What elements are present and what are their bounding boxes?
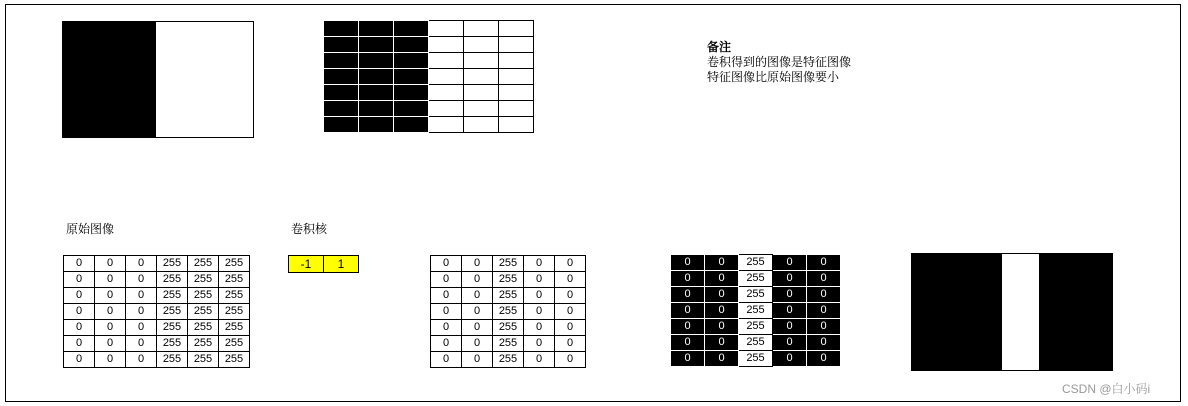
- feature_matrix-cell: 255: [739, 335, 773, 351]
- original_matrix-cell: 255: [188, 336, 219, 352]
- pixel-cell: [359, 69, 394, 85]
- feature_matrix-row: [431, 336, 586, 352]
- feature_matrix-cell: 0: [671, 271, 705, 287]
- feature_matrix-cell: 0: [431, 352, 462, 368]
- original_matrix-cell: 0: [95, 272, 126, 288]
- pixel-cell: [464, 117, 499, 133]
- feature_matrix-cell: 0: [524, 352, 555, 368]
- feature_matrix-cell: 0: [773, 271, 807, 287]
- pixel-cell: [324, 37, 359, 53]
- pixel-cell: [359, 101, 394, 117]
- feature_matrix-cell: 0: [462, 336, 493, 352]
- kernel-matrix: [288, 255, 359, 273]
- feature_matrix-cell: 0: [671, 287, 705, 303]
- pixel-row: [324, 117, 534, 133]
- original_matrix-row: [64, 256, 250, 272]
- feature_matrix-cell: 255: [493, 288, 524, 304]
- feature_matrix-cell: 0: [807, 319, 841, 335]
- original_matrix-cell: 0: [126, 256, 157, 272]
- feature_matrix-cell: 255: [739, 271, 773, 287]
- feature_matrix-cell: 0: [807, 351, 841, 367]
- feature_matrix-cell: 255: [493, 256, 524, 272]
- pixel-cell: [429, 53, 464, 69]
- feature_matrix-row: [431, 256, 586, 272]
- pixel-cell: [394, 21, 429, 37]
- pixel-cell: [429, 21, 464, 37]
- feature_matrix-cell: 0: [671, 335, 705, 351]
- pixel-cell: [394, 69, 429, 85]
- pixel-cell: [464, 101, 499, 117]
- feature_matrix-cell: 0: [773, 335, 807, 351]
- feature_matrix-cell: 0: [705, 271, 739, 287]
- feature_matrix-cell: 255: [493, 272, 524, 288]
- original_matrix-cell: 255: [219, 320, 250, 336]
- note-block: [707, 40, 851, 85]
- feature_matrix-cell: 0: [431, 288, 462, 304]
- feature_matrix-cell: 255: [493, 336, 524, 352]
- feature_matrix-cell: 0: [807, 303, 841, 319]
- feature_matrix-cell: 0: [462, 320, 493, 336]
- feature_matrix-cell: 0: [671, 319, 705, 335]
- feature_matrix-row: [671, 351, 841, 367]
- pixel-cell: [429, 101, 464, 117]
- original_matrix-cell: 0: [64, 336, 95, 352]
- feature_matrix-cell: 0: [555, 336, 586, 352]
- feature_matrix-cell: 0: [462, 352, 493, 368]
- feature_matrix-cell: 0: [705, 255, 739, 271]
- pixel-cell: [394, 101, 429, 117]
- original_matrix-row: [64, 288, 250, 304]
- feature_matrix-cell: 0: [524, 304, 555, 320]
- original_matrix-cell: 255: [188, 352, 219, 368]
- original_matrix-cell: 255: [157, 320, 188, 336]
- original_matrix-cell: 255: [157, 304, 188, 320]
- pixel-row: [324, 101, 534, 117]
- original_matrix-cell: 0: [95, 304, 126, 320]
- original_matrix-cell: 0: [64, 304, 95, 320]
- feature_matrix-cell: 0: [462, 304, 493, 320]
- feature_matrix-cell: 0: [705, 303, 739, 319]
- original_matrix-row: [64, 352, 250, 368]
- pixel-cell: [359, 37, 394, 53]
- feature_matrix-cell: 0: [671, 351, 705, 367]
- feature_matrix-cell: 255: [739, 303, 773, 319]
- feature-matrix-container: [430, 255, 586, 368]
- pixel-cell: [464, 85, 499, 101]
- feature_matrix-cell: 0: [555, 272, 586, 288]
- original_matrix-cell: 0: [64, 352, 95, 368]
- feature-image-white-stripe: [1002, 254, 1039, 370]
- feature_matrix-cell: 0: [807, 271, 841, 287]
- original_matrix-cell: 0: [64, 288, 95, 304]
- original-image-label: 原始图像: [66, 222, 115, 236]
- feature_matrix-row: [671, 255, 841, 271]
- original_matrix-cell: 0: [126, 288, 157, 304]
- note-line-1: 卷积得到的图像是特征图像: [707, 55, 852, 69]
- original_matrix-row: [64, 272, 250, 288]
- original-matrix-container: [63, 255, 250, 368]
- original_matrix-cell: 255: [188, 304, 219, 320]
- feature_matrix-row: [671, 287, 841, 303]
- original_matrix-cell: 255: [188, 272, 219, 288]
- pixel-cell: [359, 117, 394, 133]
- original-image-black-half: [63, 22, 156, 137]
- pixel-cell: [429, 85, 464, 101]
- feature_matrix-cell: 0: [524, 272, 555, 288]
- feature_matrix-cell: 0: [431, 336, 462, 352]
- pixel-cell: [429, 69, 464, 85]
- original_matrix-cell: 0: [64, 320, 95, 336]
- original_matrix-cell: 0: [126, 320, 157, 336]
- feature_matrix-cell: 255: [493, 320, 524, 336]
- feature_matrix-cell: 0: [524, 336, 555, 352]
- feature_matrix-cell: 0: [524, 256, 555, 272]
- original_matrix-cell: 255: [219, 256, 250, 272]
- feature_matrix-cell: 0: [431, 272, 462, 288]
- feature_matrix-cell: 0: [555, 352, 586, 368]
- pixel-row: [324, 53, 534, 69]
- pixel-cell: [499, 69, 534, 85]
- pixel-row: [324, 85, 534, 101]
- kernel-container: [288, 255, 359, 273]
- original_matrix-cell: 0: [95, 256, 126, 272]
- feature_matrix-cell: 0: [671, 255, 705, 271]
- pixel-cell: [359, 53, 394, 69]
- feature_matrix-cell: 0: [773, 255, 807, 271]
- pixel-cell: [324, 69, 359, 85]
- original_matrix-cell: 255: [157, 256, 188, 272]
- kernel-cell: 1: [324, 256, 359, 273]
- original_matrix-row: [64, 304, 250, 320]
- watermark: CSDN @白小码i: [1062, 382, 1151, 396]
- feature_matrix-cell: 0: [431, 256, 462, 272]
- feature_matrix-cell: 0: [705, 351, 739, 367]
- pixel-cell: [429, 37, 464, 53]
- pixel-cell: [394, 117, 429, 133]
- pixel-cell: [394, 85, 429, 101]
- pixel-row: [324, 37, 534, 53]
- note-title: 备注: [707, 40, 732, 54]
- feature_matrix-cell: 0: [555, 304, 586, 320]
- kernel-row: [289, 256, 359, 273]
- original_matrix-cell: 255: [219, 288, 250, 304]
- pixel-cell: [429, 117, 464, 133]
- feature_matrix-cell: 0: [705, 319, 739, 335]
- feature_matrix-cell: 0: [807, 335, 841, 351]
- feature_matrix-cell: 0: [524, 320, 555, 336]
- original_matrix-cell: 255: [157, 288, 188, 304]
- pixel-cell: [499, 53, 534, 69]
- original_matrix-cell: 255: [157, 336, 188, 352]
- feature_matrix-cell: 0: [773, 303, 807, 319]
- feature_matrix-row: [671, 271, 841, 287]
- feature_matrix-cell: 0: [807, 287, 841, 303]
- feature_matrix-cell: 255: [739, 255, 773, 271]
- original_matrix-cell: 255: [219, 304, 250, 320]
- feature_matrix-cell: 0: [705, 335, 739, 351]
- original-image-render: [62, 21, 254, 138]
- original_matrix-cell: 255: [157, 352, 188, 368]
- original-pixel-grid: [323, 20, 534, 133]
- original_matrix-cell: 0: [126, 272, 157, 288]
- original_matrix-row: [64, 336, 250, 352]
- feature_matrix-cell: 255: [739, 319, 773, 335]
- original-matrix: [63, 255, 250, 368]
- pixel-cell: [499, 85, 534, 101]
- original-pixel-grid-container: [323, 20, 534, 133]
- original_matrix-cell: 255: [219, 352, 250, 368]
- feature_matrix-cell: 255: [493, 352, 524, 368]
- feature_matrix-row: [431, 272, 586, 288]
- feature_matrix-cell: 255: [739, 351, 773, 367]
- original_matrix-cell: 255: [188, 320, 219, 336]
- feature-bw-matrix: [670, 254, 841, 367]
- feature_matrix-cell: 0: [555, 288, 586, 304]
- original_matrix-cell: 255: [188, 256, 219, 272]
- pixel-cell: [324, 21, 359, 37]
- feature-image-render: [911, 253, 1113, 371]
- kernel-label: 卷积核: [291, 222, 328, 236]
- feature_matrix-cell: 0: [524, 288, 555, 304]
- kernel-cell: -1: [289, 256, 324, 273]
- feature_matrix-cell: 0: [773, 351, 807, 367]
- feature_matrix-row: [431, 288, 586, 304]
- feature_matrix-cell: 0: [555, 256, 586, 272]
- original_matrix-cell: 0: [95, 320, 126, 336]
- feature_matrix-row: [671, 303, 841, 319]
- original_matrix-cell: 0: [95, 336, 126, 352]
- original_matrix-row: [64, 320, 250, 336]
- original_matrix-cell: 255: [157, 272, 188, 288]
- feature_matrix-cell: 0: [773, 319, 807, 335]
- original_matrix-cell: 0: [126, 336, 157, 352]
- feature_matrix-row: [431, 304, 586, 320]
- pixel-cell: [324, 85, 359, 101]
- pixel-cell: [324, 101, 359, 117]
- pixel-cell: [324, 53, 359, 69]
- feature-bw-matrix-container: [670, 254, 841, 367]
- feature_matrix-cell: 0: [462, 272, 493, 288]
- feature_matrix-cell: 0: [671, 303, 705, 319]
- pixel-cell: [499, 117, 534, 133]
- pixel-cell: [464, 69, 499, 85]
- feature_matrix-cell: 255: [739, 287, 773, 303]
- original_matrix-cell: 0: [95, 288, 126, 304]
- pixel-cell: [499, 21, 534, 37]
- feature_matrix-row: [671, 319, 841, 335]
- pixel-cell: [359, 21, 394, 37]
- note-line-2: 特征图像比原始图像要小: [707, 70, 840, 84]
- feature_matrix-cell: 0: [555, 320, 586, 336]
- feature_matrix-row: [671, 335, 841, 351]
- pixel-cell: [324, 117, 359, 133]
- original_matrix-cell: 0: [95, 352, 126, 368]
- original_matrix-cell: 0: [126, 304, 157, 320]
- feature_matrix-cell: 0: [807, 255, 841, 271]
- feature_matrix-cell: 0: [462, 256, 493, 272]
- feature_matrix-cell: 0: [705, 287, 739, 303]
- pixel-cell: [394, 37, 429, 53]
- feature-matrix: [430, 255, 586, 368]
- pixel-cell: [394, 53, 429, 69]
- pixel-cell: [464, 21, 499, 37]
- original_matrix-cell: 0: [126, 352, 157, 368]
- feature_matrix-cell: 0: [431, 304, 462, 320]
- original_matrix-cell: 0: [64, 272, 95, 288]
- pixel-row: [324, 21, 534, 37]
- feature_matrix-cell: 255: [493, 304, 524, 320]
- feature_matrix-row: [431, 320, 586, 336]
- original_matrix-cell: 255: [188, 288, 219, 304]
- pixel-cell: [464, 37, 499, 53]
- original_matrix-cell: 255: [219, 272, 250, 288]
- pixel-cell: [499, 101, 534, 117]
- feature_matrix-cell: 0: [462, 288, 493, 304]
- feature_matrix-cell: 0: [773, 287, 807, 303]
- pixel-cell: [499, 37, 534, 53]
- pixel-cell: [359, 85, 394, 101]
- feature_matrix-cell: 0: [431, 320, 462, 336]
- original_matrix-cell: 0: [64, 256, 95, 272]
- pixel-row: [324, 69, 534, 85]
- original_matrix-cell: 255: [219, 336, 250, 352]
- feature_matrix-row: [431, 352, 586, 368]
- pixel-cell: [464, 53, 499, 69]
